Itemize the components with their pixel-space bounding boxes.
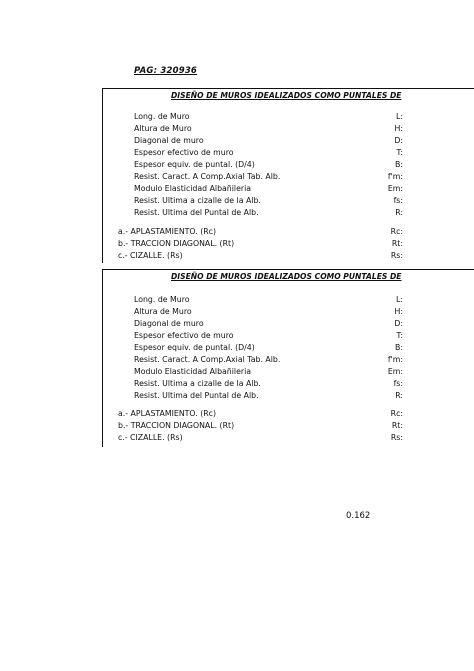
parameter-label: Resist. Ultima del Puntal de Alb. [134,208,259,217]
parameter-row-thickness [103,147,474,159]
parameter-symbol: L: [396,112,403,121]
result-symbol: Rc: [390,227,403,236]
parameter-label: Resist. Ultima a cizalle de la Alb. [134,379,261,388]
parameter-symbol: f'm: [387,355,403,364]
result-row-crushing [103,226,474,238]
parameter-label: Long. de Muro [134,112,190,121]
parameter-label: Espesor equiv. de puntal. (D/4) [134,343,255,352]
parameter-symbol: H: [394,307,403,316]
result-label: c.- CIZALLE. (Rs) [118,433,183,442]
parameter-symbol: Em: [387,367,403,376]
parameter-symbol: R: [395,208,403,217]
result-row-diagonal-tension [103,420,474,432]
result-symbol: Rt: [391,239,403,248]
result-row-shear [103,250,474,262]
parameter-label: Espesor efectivo de muro [134,148,234,157]
result-symbol: Rs: [390,251,403,260]
parameter-symbol: H: [394,124,403,133]
design-sheet-2 [102,269,474,447]
parameter-row-elastic-modulus [103,366,474,378]
parameter-symbol: f'm: [387,172,403,181]
parameter-row-diagonal [103,135,474,147]
result-row-crushing [103,408,474,420]
parameter-row-strut-width [103,159,474,171]
result-label: c.- CIZALLE. (Rs) [118,251,183,260]
result-label: b.- TRACCION DIAGONAL. (Rt) [118,239,235,248]
parameter-row-elastic-modulus [103,183,474,195]
parameter-row-strut-strength [103,390,474,402]
parameter-label: Long. de Muro [134,295,190,304]
parameter-row-height [103,123,474,135]
parameter-label: Resist. Ultima del Puntal de Alb. [134,391,259,400]
parameter-symbol: T: [396,331,403,340]
parameter-label: Resist. Caract. A Comp.Axial Tab. Alb. [134,355,281,364]
parameter-row-diagonal [103,318,474,330]
parameter-label: Modulo Elasticidad Albañileria [134,367,252,376]
parameter-symbol: Em: [387,184,403,193]
parameter-symbol: D: [394,136,403,145]
parameter-label: Resist. Caract. A Comp.Axial Tab. Alb. [134,172,281,181]
result-label: a.- APLASTAMIENTO. (Rc) [118,227,216,236]
sheet-title: DISEÑO DE MUROS IDEALIZADOS COMO PUNTALES DE [171,91,402,100]
parameter-row-strut-width [103,342,474,354]
result-label: a.- APLASTAMIENTO. (Rc) [118,409,216,418]
parameter-row-thickness [103,330,474,342]
result-symbol: Rt: [391,421,403,430]
parameter-row-shear-strength [103,195,474,207]
page-reference: PAG: 320936 [134,66,198,76]
parameter-row-compressive-strength [103,171,474,183]
result-symbol: Rs: [390,433,403,442]
parameter-symbol: B: [395,343,403,352]
parameter-row-strut-strength [103,207,474,219]
parameter-symbol: L: [396,295,403,304]
parameter-label: Diagonal de muro [134,319,204,328]
parameter-label: Resist. Ultima a cizalle de la Alb. [134,196,261,205]
parameter-label: Espesor efectivo de muro [134,331,234,340]
parameter-label: Espesor equiv. de puntal. (D/4) [134,160,255,169]
result-row-shear [103,432,474,444]
parameter-symbol: T: [396,148,403,157]
parameter-symbol: B: [395,160,403,169]
parameter-symbol: D: [394,319,403,328]
parameter-row-length [103,294,474,306]
parameter-symbol: R: [395,391,403,400]
parameter-label: Diagonal de muro [134,136,204,145]
parameter-symbol: fs: [393,379,403,388]
result-symbol: Rc: [390,409,403,418]
parameter-row-compressive-strength [103,354,474,366]
parameter-row-height [103,306,474,318]
parameter-row-shear-strength [103,378,474,390]
parameter-label: Modulo Elasticidad Albañileria [134,184,252,193]
footer-value: 0.162 [346,511,371,521]
sheet-title: DISEÑO DE MUROS IDEALIZADOS COMO PUNTALES DE [171,272,402,281]
result-row-diagonal-tension [103,238,474,250]
parameter-label: Altura de Muro [134,307,192,316]
parameter-row-length [103,111,474,123]
result-label: b.- TRACCION DIAGONAL. (Rt) [118,421,235,430]
parameter-label: Altura de Muro [134,124,192,133]
design-sheet-1 [102,88,474,263]
parameter-symbol: fs: [393,196,403,205]
